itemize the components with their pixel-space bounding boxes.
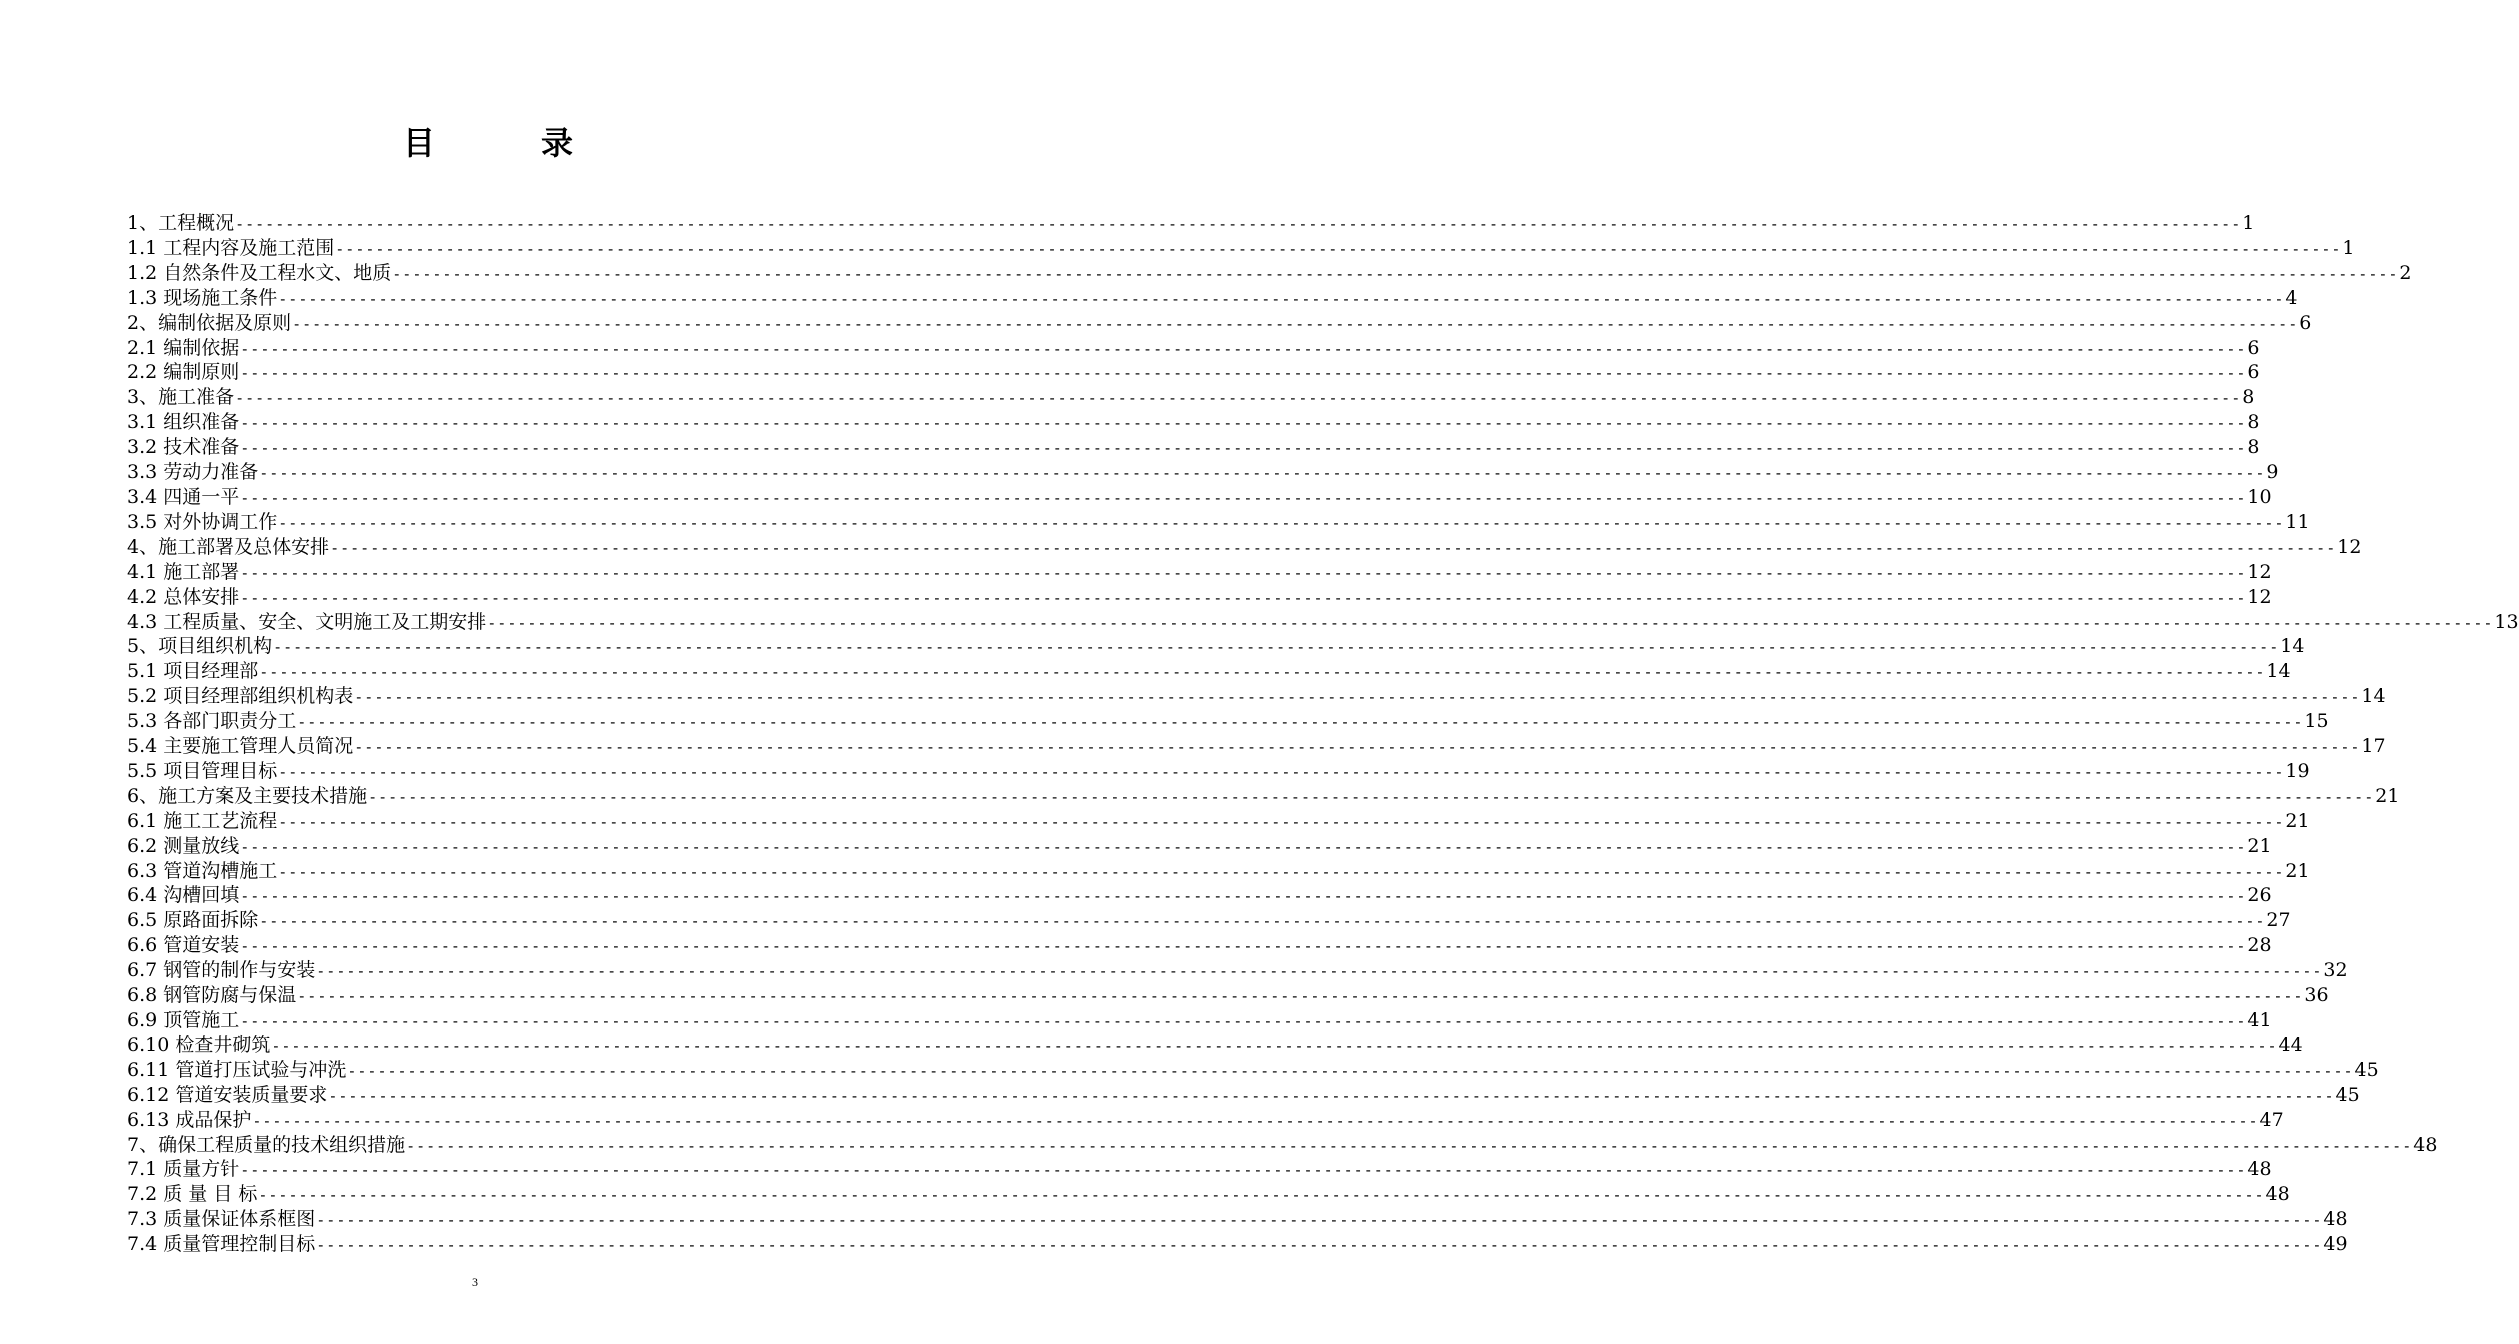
toc-entry-label: 6.4 沟槽回填: [127, 884, 240, 907]
toc-entry-page: 26: [2247, 884, 2272, 907]
toc-entry-label: 6.2 测量放线: [127, 834, 240, 857]
toc-entry-label: 5.3 各部门职责分工: [127, 710, 297, 733]
toc-entry-page: 8: [2247, 411, 2260, 434]
toc-entry[interactable]: [127, 236, 2355, 261]
toc-entry-label: 6.6 管道安装: [127, 934, 240, 957]
toc-entry[interactable]: [127, 336, 2260, 361]
toc-dot-leader: --------------------------------------------------------------------------------------------------------------------------------------------------------------------------------------------------------: [406, 1136, 2413, 1155]
toc-entry[interactable]: [127, 435, 2260, 460]
toc-entry-label: 4.3 工程质量、安全、文明施工及工期安排: [127, 610, 487, 633]
toc-dot-leader: --------------------------------------------------------------------------------------------------------------------------------------------------------------------------------------------------------: [392, 264, 2399, 283]
toc-entry-page: 45: [2335, 1083, 2360, 1106]
toc-entry-page: 14: [2280, 635, 2305, 658]
toc-entry[interactable]: [127, 709, 2329, 734]
toc-entry-page: 8: [2242, 386, 2255, 409]
toc-entry[interactable]: [127, 311, 2312, 336]
toc-entry-page: 9: [2266, 461, 2279, 484]
toc-entry-page: 11: [2285, 510, 2310, 533]
toc-entry[interactable]: [127, 286, 2298, 311]
toc-entry-page: 15: [2304, 710, 2329, 733]
toc-dot-leader: --------------------------------------------------------------------------------------------------------------------------------------------------------------------------------------------------------: [316, 1211, 2323, 1230]
toc-entry[interactable]: [127, 784, 2400, 809]
toc-dot-leader: --------------------------------------------------------------------------------------------------------------------------------------------------------------------------------------------------------: [347, 1061, 2354, 1080]
toc-dot-leader: --------------------------------------------------------------------------------------------------------------------------------------------------------------------------------------------------------: [235, 215, 2242, 233]
toc-dot-leader: --------------------------------------------------------------------------------------------------------------------------------------------------------------------------------------------------------: [259, 663, 2266, 682]
toc-entry-page: 48: [2265, 1183, 2290, 1206]
toc-dot-leader: --------------------------------------------------------------------------------------------------------------------------------------------------------------------------------------------------------: [330, 538, 2337, 557]
toc-entry-label: 6.3 管道沟槽施工: [127, 859, 278, 882]
toc-entry-label: 4、施工部署及总体安排: [127, 535, 330, 558]
toc-entry[interactable]: [127, 1058, 2379, 1083]
toc-dot-leader: --------------------------------------------------------------------------------------------------------------------------------------------------------------------------------------------------------: [240, 414, 2247, 433]
toc-dot-leader: --------------------------------------------------------------------------------------------------------------------------------------------------------------------------------------------------------: [292, 314, 2299, 333]
toc-entry-label: 3.3 劳动力准备: [127, 461, 259, 484]
toc-entry[interactable]: [127, 360, 2260, 385]
toc-entry-label: 3、施工准备: [127, 386, 235, 409]
toc-entry-page: 12: [2337, 535, 2362, 558]
toc-dot-leader: --------------------------------------------------------------------------------------------------------------------------------------------------------------------------------------------------------: [240, 887, 2247, 906]
toc-entry-page: 1: [2242, 212, 2255, 234]
toc-entry-page: 36: [2304, 984, 2329, 1007]
toc-entry-page: 49: [2323, 1233, 2348, 1256]
toc-entry-label: 3.5 对外协调工作: [127, 510, 278, 533]
title-char-1: 目: [403, 124, 436, 162]
toc-entry-label: 3.2 技术准备: [127, 436, 240, 459]
toc-entry-page: 4: [2285, 286, 2298, 309]
toc-entry-page: 10: [2247, 485, 2272, 508]
toc-dot-leader: --------------------------------------------------------------------------------------------------------------------------------------------------------------------------------------------------------: [259, 912, 2266, 931]
toc-dot-leader: --------------------------------------------------------------------------------------------------------------------------------------------------------------------------------------------------------: [273, 638, 2280, 657]
toc-dot-leader: --------------------------------------------------------------------------------------------------------------------------------------------------------------------------------------------------------: [240, 339, 2247, 358]
toc-dot-leader: --------------------------------------------------------------------------------------------------------------------------------------------------------------------------------------------------------: [354, 738, 2361, 757]
toc-entry-label: 5、项目组织机构: [127, 635, 273, 658]
toc-entry-page: 6: [2299, 311, 2312, 334]
toc-entry[interactable]: [127, 510, 2310, 535]
toc-entry-page: 21: [2375, 784, 2400, 807]
toc-entry-page: 27: [2266, 909, 2291, 932]
toc-entry-label: 7.2 质 量 目 标: [127, 1183, 258, 1206]
toc-dot-leader: --------------------------------------------------------------------------------------------------------------------------------------------------------------------------------------------------------: [240, 439, 2247, 458]
toc-dot-leader: --------------------------------------------------------------------------------------------------------------------------------------------------------------------------------------------------------: [368, 787, 2375, 806]
toc-entry-label: 5.5 项目管理目标: [127, 759, 278, 782]
toc-entry-page: 1: [2342, 236, 2355, 259]
toc-dot-leader: --------------------------------------------------------------------------------------------------------------------------------------------------------------------------------------------------------: [278, 513, 2285, 532]
toc-entry-label: 3.4 四通一平: [127, 485, 240, 508]
toc-entry[interactable]: [127, 1083, 2360, 1108]
toc-entry[interactable]: [127, 634, 2305, 659]
page-number: 3: [472, 1275, 478, 1289]
toc-entry[interactable]: [127, 585, 2272, 610]
toc-dot-leader: --------------------------------------------------------------------------------------------------------------------------------------------------------------------------------------------------------: [335, 239, 2342, 258]
toc-dot-leader: --------------------------------------------------------------------------------------------------------------------------------------------------------------------------------------------------------: [297, 987, 2304, 1006]
toc-entry-page: 12: [2247, 585, 2272, 608]
toc-dot-leader: --------------------------------------------------------------------------------------------------------------------------------------------------------------------------------------------------------: [240, 588, 2247, 607]
toc-entry-page: 21: [2285, 859, 2310, 882]
toc-dot-leader: --------------------------------------------------------------------------------------------------------------------------------------------------------------------------------------------------------: [316, 962, 2323, 981]
toc-dot-leader: --------------------------------------------------------------------------------------------------------------------------------------------------------------------------------------------------------: [271, 1036, 2278, 1055]
toc-entry-page: 6: [2247, 361, 2260, 384]
toc-dot-leader: --------------------------------------------------------------------------------------------------------------------------------------------------------------------------------------------------------: [316, 1236, 2323, 1255]
toc-dot-leader: --------------------------------------------------------------------------------------------------------------------------------------------------------------------------------------------------------: [328, 1086, 2335, 1105]
toc-dot-leader: --------------------------------------------------------------------------------------------------------------------------------------------------------------------------------------------------------: [278, 762, 2285, 781]
toc-entry[interactable]: [127, 610, 2519, 635]
toc-entry[interactable]: [127, 1108, 2284, 1133]
toc-dot-leader: --------------------------------------------------------------------------------------------------------------------------------------------------------------------------------------------------------: [278, 812, 2285, 831]
toc-entry[interactable]: [127, 659, 2291, 684]
toc-entry[interactable]: [127, 809, 2310, 834]
toc-entry-page: 12: [2247, 560, 2272, 583]
toc-dot-leader: --------------------------------------------------------------------------------------------------------------------------------------------------------------------------------------------------------: [278, 289, 2285, 308]
toc-entry[interactable]: [127, 1133, 2438, 1158]
toc-entry[interactable]: [127, 1232, 2348, 1257]
toc-entry[interactable]: [127, 1033, 2303, 1058]
toc-entry-label: 2.1 编制依据: [127, 336, 240, 359]
toc-entry-label: 1.1 工程内容及施工范围: [127, 236, 335, 259]
toc-entry[interactable]: [127, 859, 2310, 884]
toc-entry[interactable]: [127, 734, 2386, 759]
toc-entry[interactable]: [127, 485, 2272, 510]
toc-entry-label: 6.7 钢管的制作与安装: [127, 959, 316, 982]
toc-dot-leader: --------------------------------------------------------------------------------------------------------------------------------------------------------------------------------------------------------: [240, 488, 2247, 507]
toc-entry-page: 21: [2247, 834, 2272, 857]
table-of-contents: [127, 211, 2519, 1257]
toc-dot-leader: --------------------------------------------------------------------------------------------------------------------------------------------------------------------------------------------------------: [240, 937, 2247, 956]
toc-entry-label: 3.1 组织准备: [127, 411, 240, 434]
toc-entry[interactable]: [127, 535, 2362, 560]
toc-dot-leader: --------------------------------------------------------------------------------------------------------------------------------------------------------------------------------------------------------: [487, 613, 2494, 632]
toc-entry[interactable]: [127, 983, 2329, 1008]
title-char-2: 录: [541, 124, 574, 162]
toc-entry[interactable]: [127, 1182, 2290, 1207]
toc-entry-page: 44: [2278, 1033, 2303, 1056]
toc-entry[interactable]: [127, 834, 2272, 859]
toc-entry-label: 6、施工方案及主要技术措施: [127, 784, 368, 807]
toc-entry-page: 48: [2413, 1133, 2438, 1156]
toc-dot-leader: --------------------------------------------------------------------------------------------------------------------------------------------------------------------------------------------------------: [240, 1161, 2247, 1180]
toc-entry[interactable]: [127, 261, 2412, 286]
toc-entry-page: 13: [2494, 610, 2519, 633]
toc-entry-page: 48: [2323, 1208, 2348, 1231]
toc-entry[interactable]: [127, 1157, 2272, 1182]
toc-entry[interactable]: [127, 684, 2386, 709]
toc-entry[interactable]: [127, 211, 2255, 236]
toc-entry-label: 1、工程概况: [127, 212, 235, 234]
toc-entry-label: 5.1 项目经理部: [127, 660, 259, 683]
toc-dot-leader: --------------------------------------------------------------------------------------------------------------------------------------------------------------------------------------------------------: [259, 464, 2266, 483]
toc-entry-label: 2、编制依据及原则: [127, 311, 292, 334]
toc-entry-page: 19: [2285, 759, 2310, 782]
toc-entry-label: 6.9 顶管施工: [127, 1009, 240, 1031]
toc-entry-page: 47: [2259, 1108, 2284, 1131]
toc-dot-leader: --------------------------------------------------------------------------------------------------------------------------------------------------------------------------------------------------------: [354, 688, 2361, 707]
toc-entry[interactable]: [127, 1008, 2272, 1033]
toc-entry-page: 45: [2354, 1058, 2379, 1081]
toc-entry[interactable]: [127, 933, 2272, 958]
toc-entry[interactable]: [127, 908, 2291, 933]
toc-entry-label: 5.4 主要施工管理人员简况: [127, 735, 354, 758]
toc-entry-label: 6.11 管道打压试验与冲洗: [127, 1058, 347, 1081]
toc-entry-page: 14: [2361, 685, 2386, 708]
toc-entry[interactable]: [127, 560, 2272, 585]
toc-entry[interactable]: [127, 759, 2310, 784]
toc-dot-leader: --------------------------------------------------------------------------------------------------------------------------------------------------------------------------------------------------------: [252, 1111, 2259, 1130]
toc-entry-label: 6.10 检查井砌筑: [127, 1033, 271, 1056]
toc-entry-label: 7.4 质量管理控制目标: [127, 1233, 316, 1256]
toc-entry-label: 4.1 施工部署: [127, 560, 240, 583]
toc-entry-label: 6.13 成品保护: [127, 1108, 252, 1131]
toc-entry-page: 14: [2266, 660, 2291, 683]
toc-entry-page: 48: [2247, 1158, 2272, 1181]
toc-entry[interactable]: [127, 410, 2260, 435]
toc-entry-label: 1.3 现场施工条件: [127, 286, 278, 309]
toc-entry-label: 6.12 管道安装质量要求: [127, 1083, 328, 1106]
toc-entry-page: 32: [2323, 959, 2348, 982]
toc-entry-label: 6.1 施工工艺流程: [127, 809, 278, 832]
toc-entry-page: 41: [2247, 1009, 2272, 1031]
toc-entry-label: 6.5 原路面拆除: [127, 909, 259, 932]
toc-dot-leader: --------------------------------------------------------------------------------------------------------------------------------------------------------------------------------------------------------: [240, 364, 2247, 383]
toc-entry[interactable]: [127, 385, 2255, 410]
toc-entry-label: 1.2 自然条件及工程水文、地质: [127, 261, 392, 284]
toc-dot-leader: --------------------------------------------------------------------------------------------------------------------------------------------------------------------------------------------------------: [258, 1186, 2265, 1205]
toc-dot-leader: --------------------------------------------------------------------------------------------------------------------------------------------------------------------------------------------------------: [240, 1012, 2247, 1030]
toc-entry-page: 21: [2285, 809, 2310, 832]
toc-entry-label: 6.8 钢管防腐与保温: [127, 984, 297, 1007]
toc-entry-label: 5.2 项目经理部组织机构表: [127, 685, 354, 708]
toc-entry-label: 7.3 质量保证体系框图: [127, 1208, 316, 1231]
toc-dot-leader: --------------------------------------------------------------------------------------------------------------------------------------------------------------------------------------------------------: [240, 837, 2247, 856]
toc-entry-page: 8: [2247, 436, 2260, 459]
toc-entry[interactable]: [127, 883, 2272, 908]
toc-dot-leader: --------------------------------------------------------------------------------------------------------------------------------------------------------------------------------------------------------: [297, 713, 2304, 732]
toc-entry-page: 2: [2399, 261, 2412, 284]
toc-entry-label: 7.1 质量方针: [127, 1158, 240, 1181]
toc-entry-page: 28: [2247, 934, 2272, 957]
toc-dot-leader: --------------------------------------------------------------------------------------------------------------------------------------------------------------------------------------------------------: [278, 862, 2285, 881]
toc-entry-page: 6: [2247, 336, 2260, 359]
toc-entry-label: 2.2 编制原则: [127, 361, 240, 384]
toc-entry[interactable]: [127, 958, 2348, 983]
toc-entry-page: 17: [2361, 735, 2386, 758]
toc-dot-leader: --------------------------------------------------------------------------------------------------------------------------------------------------------------------------------------------------------: [240, 563, 2247, 582]
toc-entry[interactable]: [127, 460, 2279, 485]
toc-entry[interactable]: [127, 1207, 2348, 1232]
toc-entry-label: 4.2 总体安排: [127, 585, 240, 608]
toc-dot-leader: --------------------------------------------------------------------------------------------------------------------------------------------------------------------------------------------------------: [235, 389, 2242, 408]
toc-entry-label: 7、确保工程质量的技术组织措施: [127, 1133, 406, 1156]
